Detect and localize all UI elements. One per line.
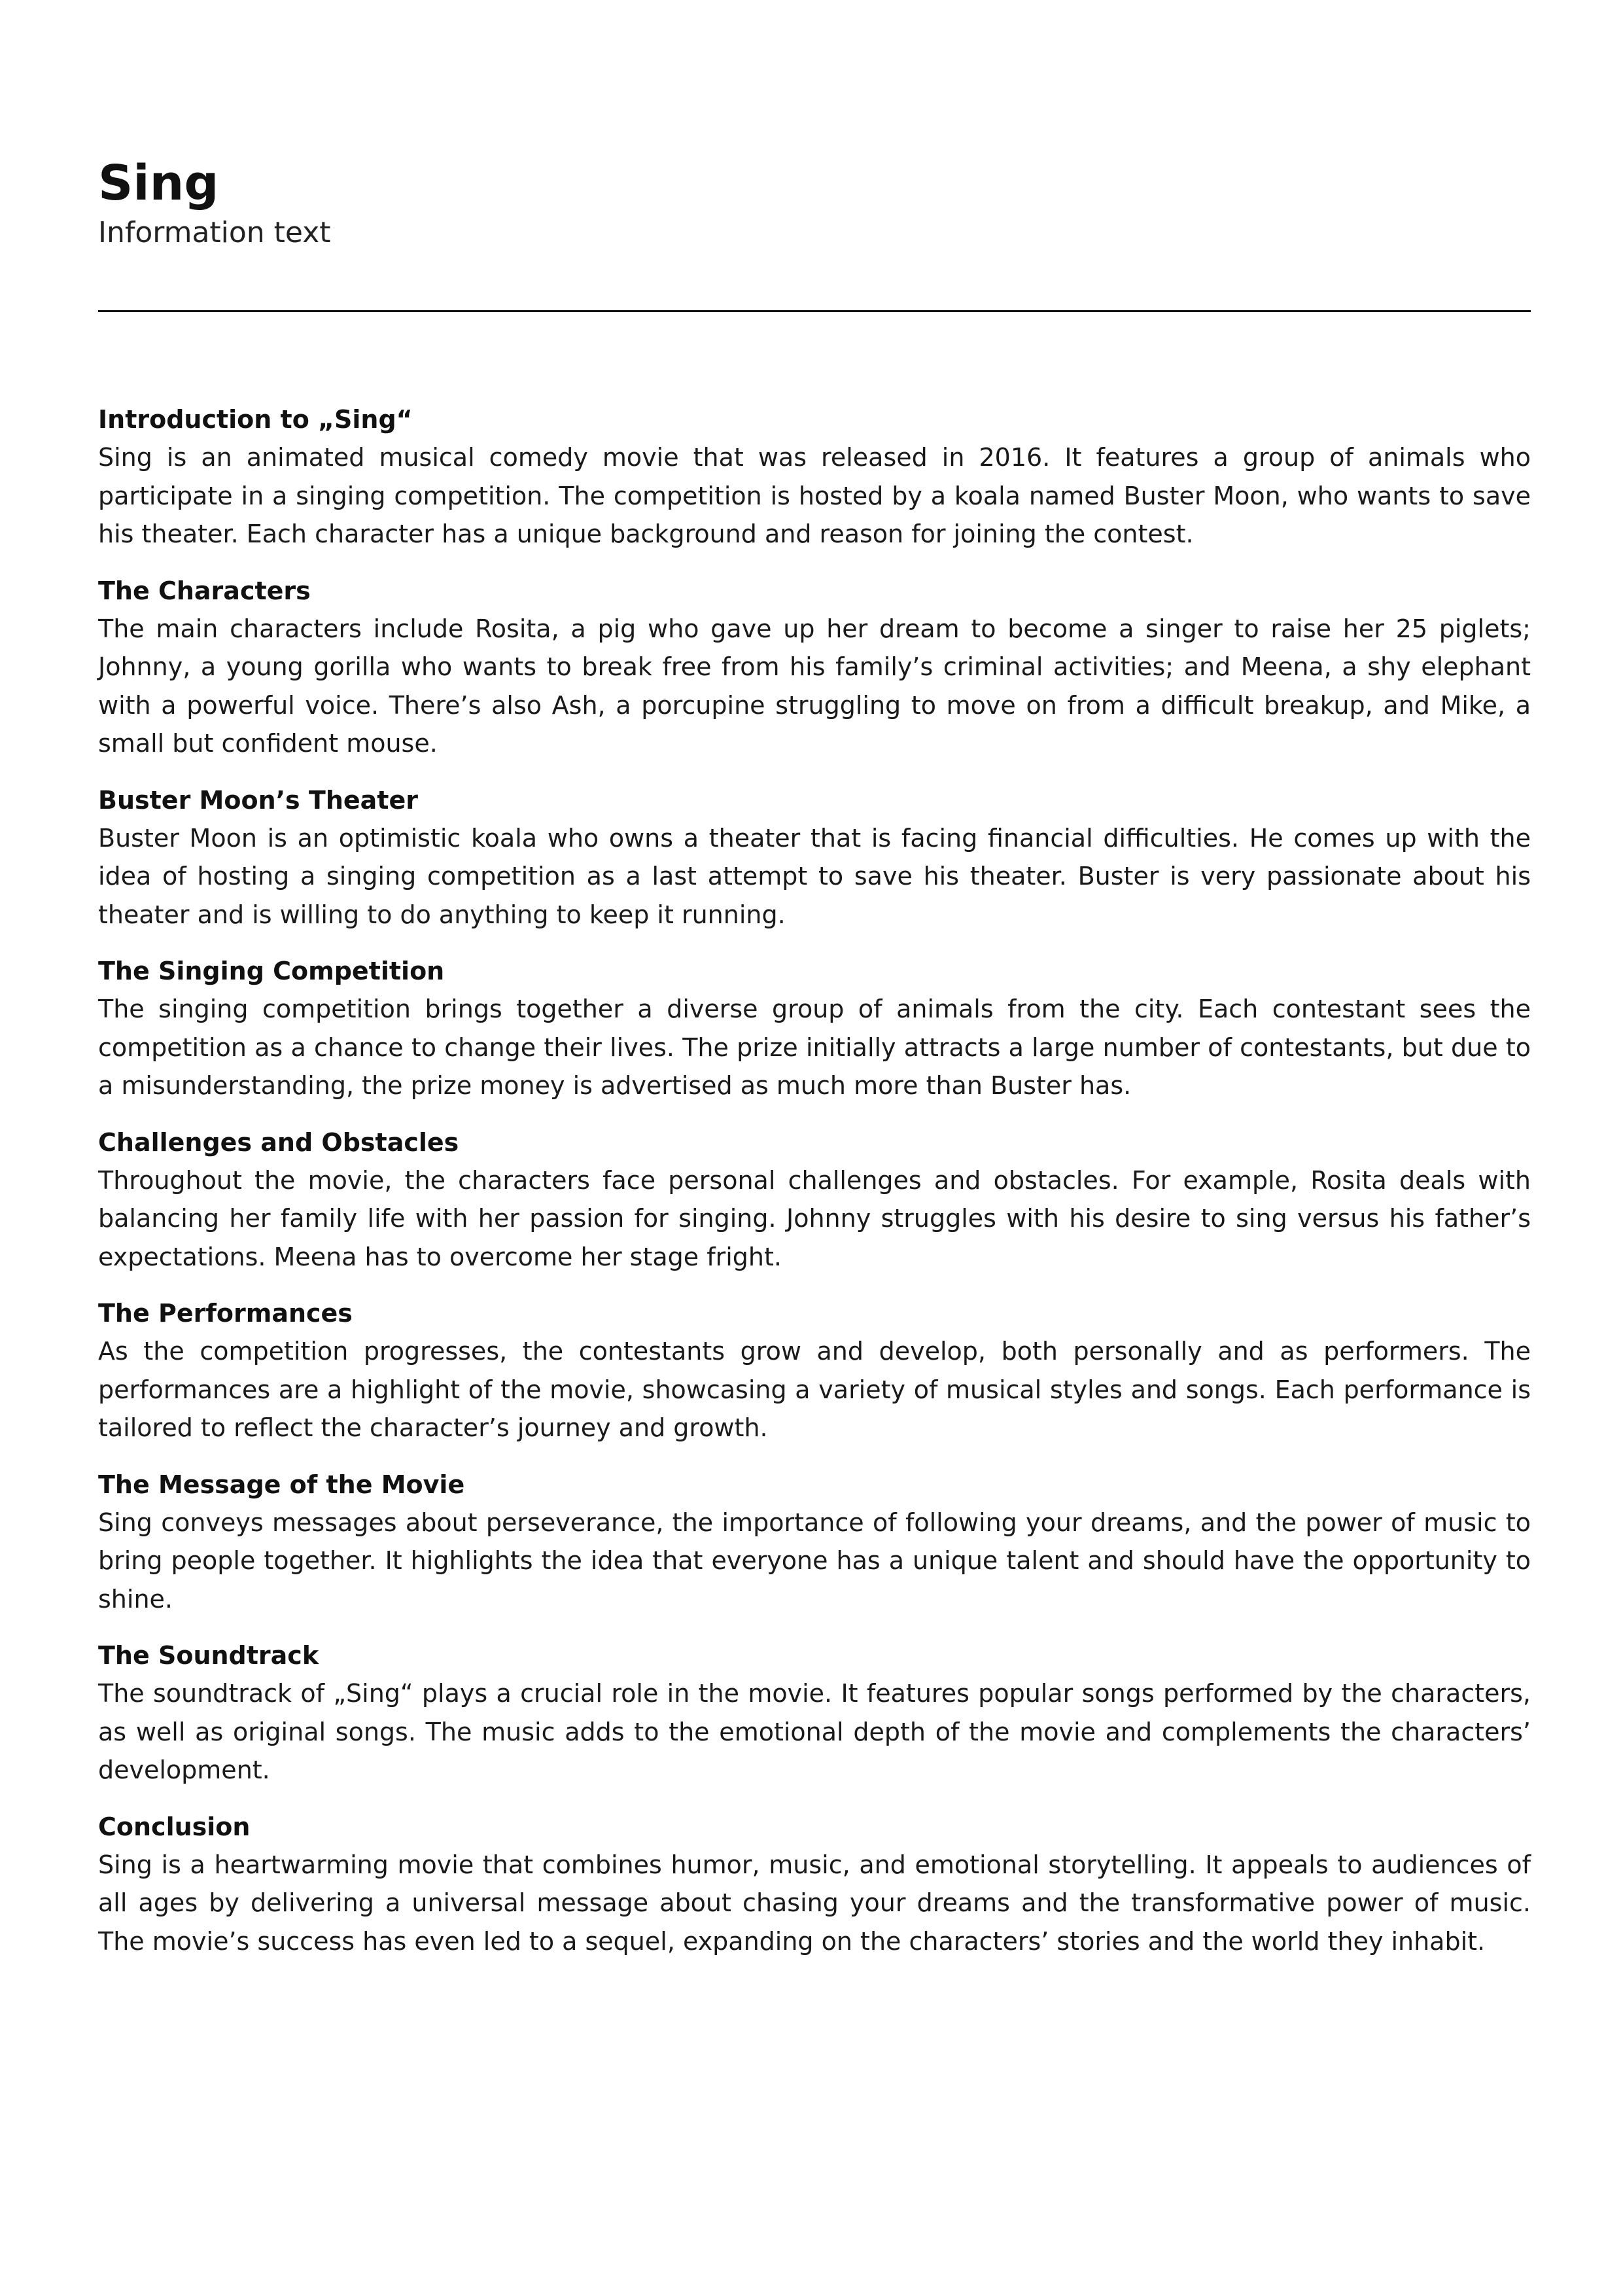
section-heading: Challenges and Obstacles — [98, 1127, 459, 1157]
section-paragraph: Sing conveys messages about perseverance, the importance of following your dreams, and the power of music to bring people together. It highlights the idea that everyone has a unique talent and should have the opportunity to shine. — [98, 1508, 1531, 1614]
section-message — [98, 1466, 1531, 1619]
section-heading: Buster Moon’s Theater — [98, 785, 418, 815]
section-heading: The Soundtrack — [98, 1641, 319, 1670]
section-characters — [98, 572, 1531, 763]
section-paragraph: As the competition progresses, the contestants grow and develop, both personally and as performers. The performances are a highlight of the movie, showcasing a variety of musical styles and songs. Each performance is tailored to reflect the character’s journey and growth. — [98, 1337, 1531, 1442]
section-heading: The Performances — [98, 1299, 353, 1328]
section-soundtrack — [98, 1636, 1531, 1790]
document-title: Sing — [98, 155, 219, 211]
section-paragraph: The main characters include Rosita, a pig who gave up her dream to become a singer to raise her 25 piglets; Johnny, a young gorilla who wants to break free from his family’s criminal activities; and Meena, a shy elephant with a powerful voice. There’s also Ash, a porcupine struggling to move on from a difficult breakup, and Mike, a small but confident mouse. — [98, 614, 1531, 758]
section-heading: The Message of the Movie — [98, 1470, 465, 1499]
section-performances — [98, 1294, 1531, 1447]
document-subtitle: Information text — [98, 216, 331, 249]
document-body — [98, 400, 1531, 1979]
section-heading: Introduction to „Sing“ — [98, 405, 413, 434]
section-paragraph: Throughout the movie, the characters face personal challenges and obstacles. For example, Rosita deals with balancing her family life with her passion for singing. Johnny struggles with his desire to sing versus his father’s expectations. Meena has to overcome her stage fright. — [98, 1165, 1531, 1271]
section-heading: The Singing Competition — [98, 957, 445, 985]
section-competition — [98, 952, 1531, 1105]
section-theater — [98, 781, 1531, 934]
section-paragraph: Sing is an animated musical comedy movie that was released in 2016. It features a group of animals who participate in a singing competition. The competition is hosted by a koala named Buster Moon, who wants to save his theater. Each character has a unique background and reason for joining the contest. — [98, 443, 1531, 548]
section-paragraph: The singing competition brings together a diverse group of animals from the city. Each contestant sees the competition as a chance to change their lives. The prize initially attracts a large number of contestants, but due to a misunderstanding, the prize money is advertised as much more than Buster has. — [98, 995, 1531, 1100]
section-paragraph: The soundtrack of „Sing“ plays a crucial role in the movie. It features popular songs performed by the characters, as well as original songs. The music adds to the emotional depth of the movie and complements the characters’ development. — [98, 1679, 1531, 1784]
section-heading: Conclusion — [98, 1812, 251, 1841]
header-divider — [98, 310, 1531, 312]
section-conclusion — [98, 1808, 1531, 1961]
section-paragraph: Buster Moon is an optimistic koala who owns a theater that is facing financial difficulties. He comes up with the idea of hosting a singing competition as a last attempt to save his theater. Buster is very passionate about his theater and is willing to do anything to keep it running. — [98, 823, 1531, 929]
document-page — [98, 0, 1531, 2296]
section-heading: The Characters — [98, 576, 311, 605]
section-challenges — [98, 1123, 1531, 1277]
section-paragraph: Sing is a heartwarming movie that combines humor, music, and emotional storytelling. It appeals to audiences of all ages by delivering a universal message about chasing your dreams and the transformative power of music. The movie’s success has even led to a sequel, expanding on the characters’ stories and the world they inhabit. — [98, 1850, 1531, 1956]
section-introduction — [98, 400, 1531, 554]
